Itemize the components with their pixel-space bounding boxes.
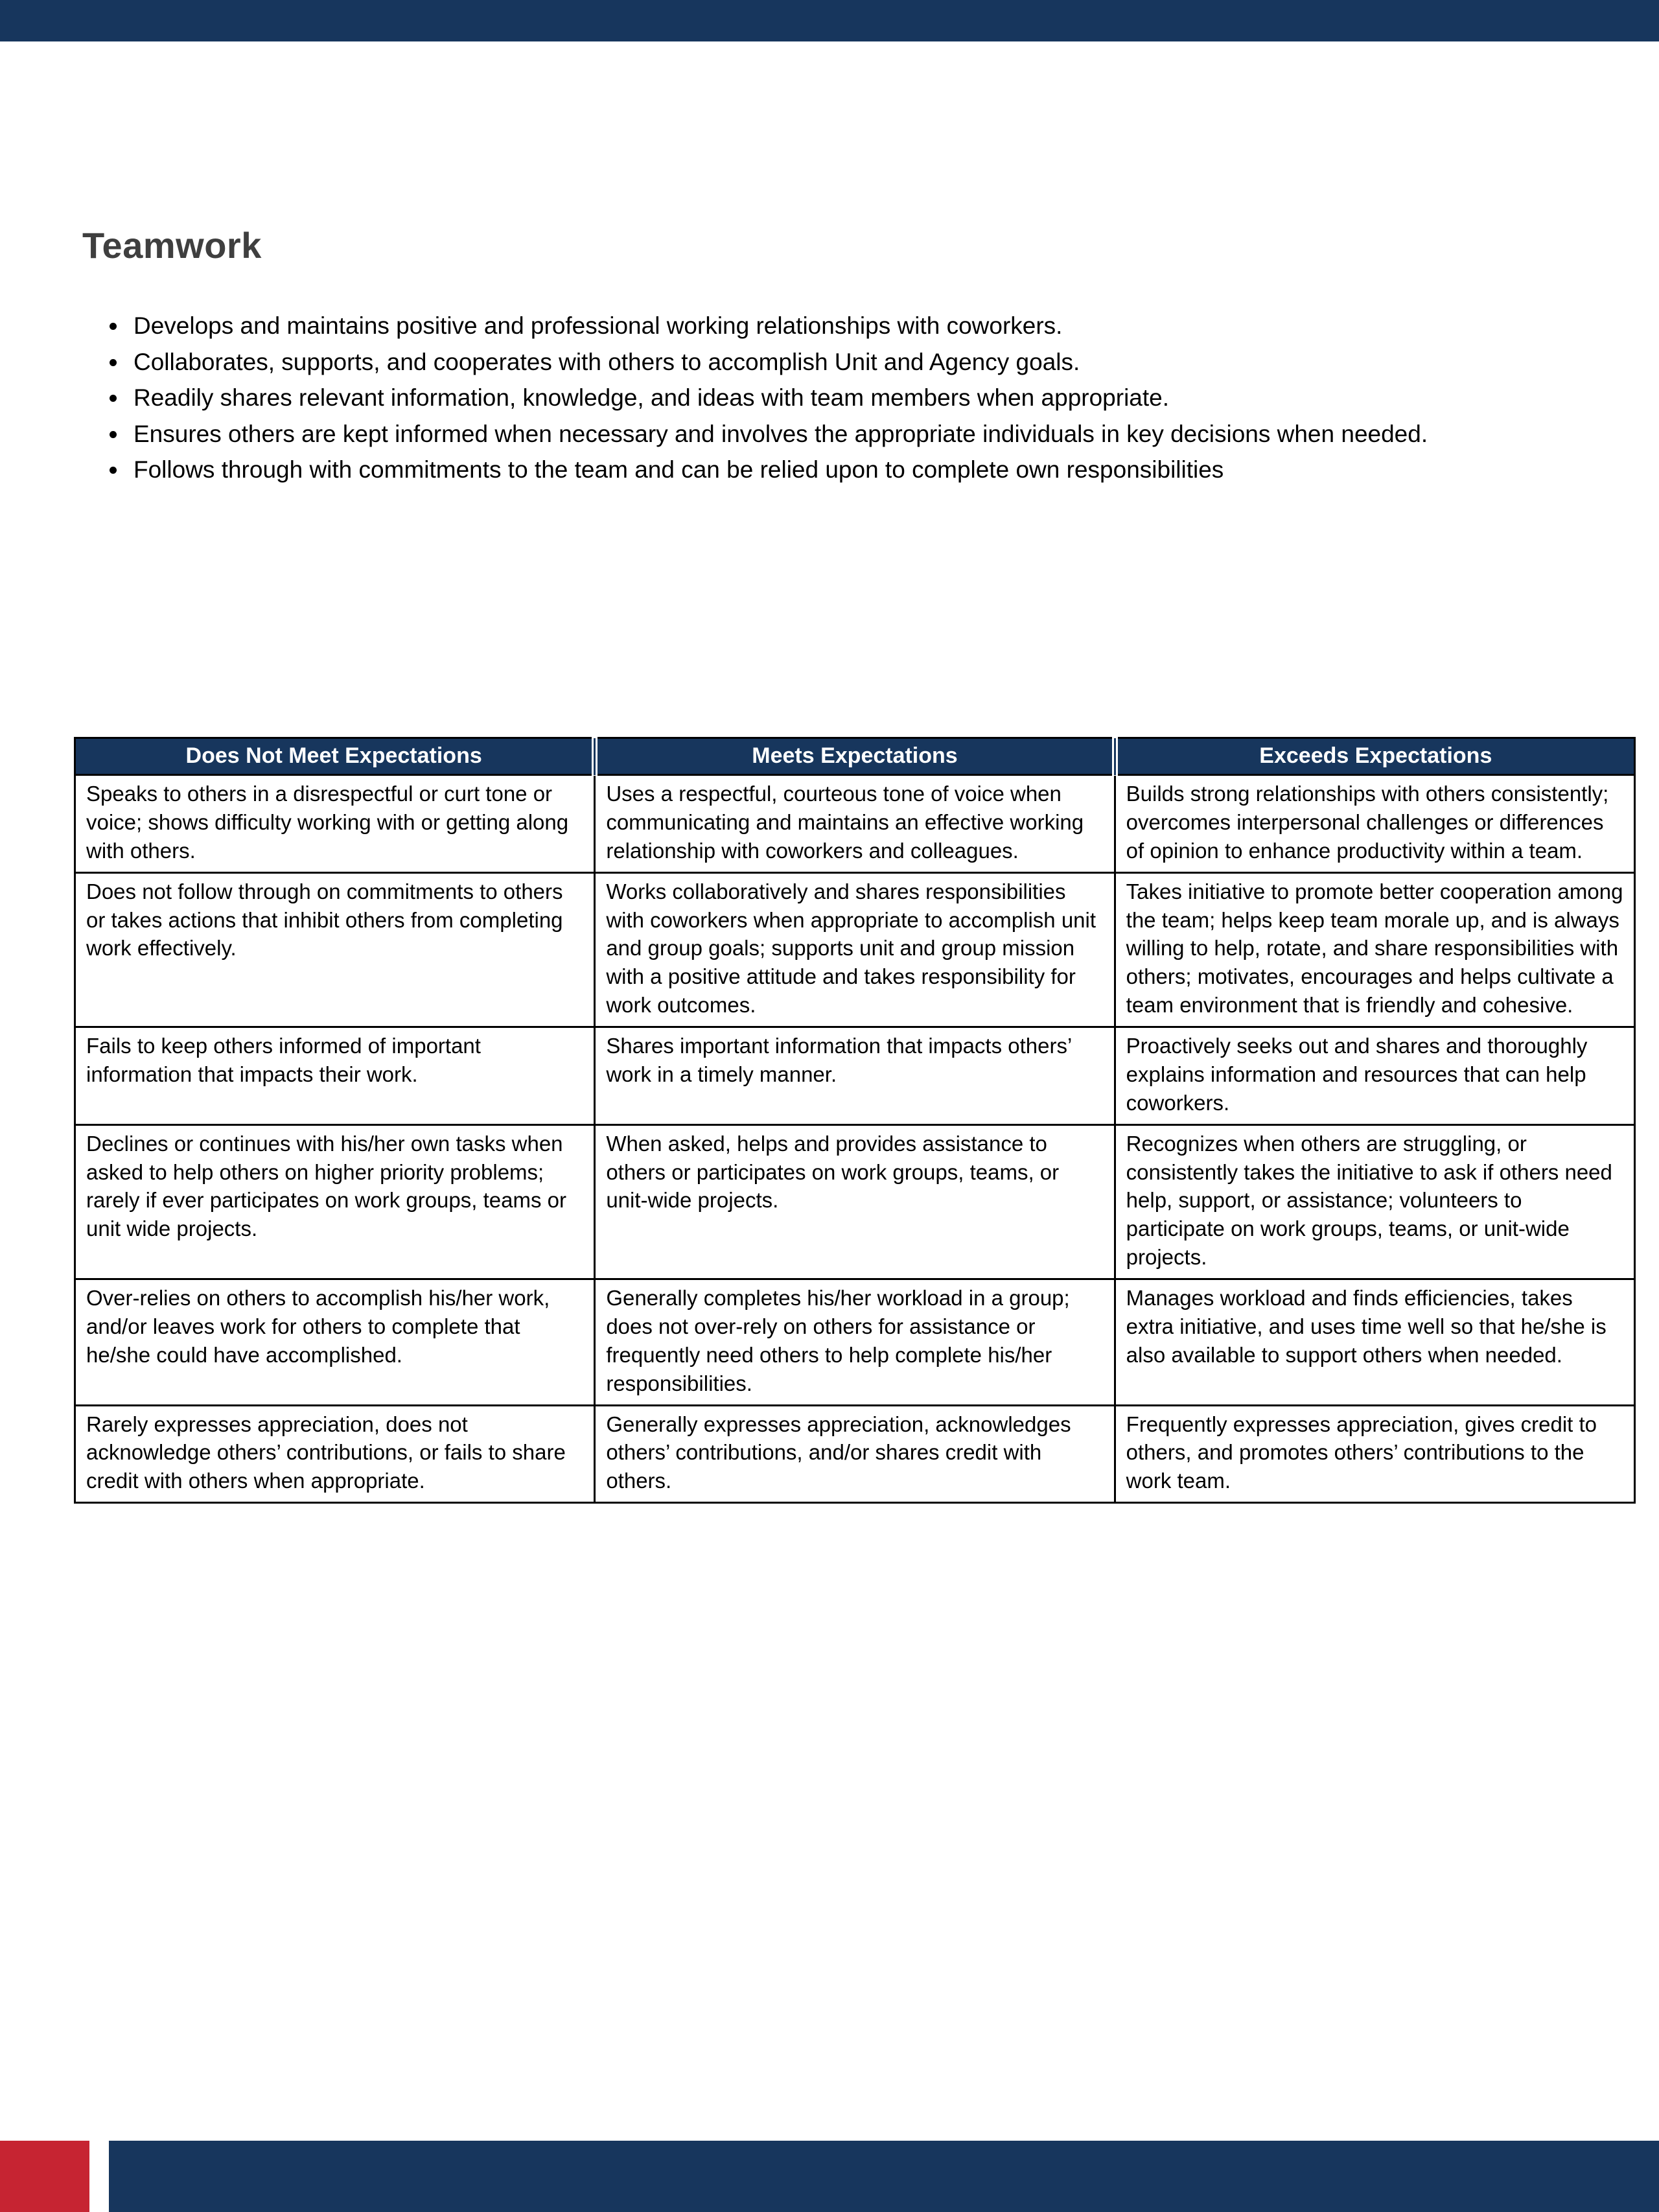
table-cell: Builds strong relationships with others consistently; overcomes interpersonal challenges or differences of opinion to enhance productivity within a team. — [1115, 775, 1634, 873]
bullet-item: • Readily shares relevant information, knowledge, and ideas with team members when appropriate. — [128, 382, 1601, 414]
table-cell: Shares important information that impacts others’ work in a timely manner. — [595, 1027, 1115, 1125]
table-cell: Does not follow through on commitments to others or takes actions that inhibit others from completing work effectively. — [75, 872, 595, 1027]
table-header-row — [75, 738, 1635, 775]
table-cell: Frequently expresses appreciation, gives credit to others, and promotes others’ contributions to the work team. — [1115, 1405, 1634, 1503]
competency-bullet-list — [97, 310, 1601, 490]
bullet-item: • Collaborates, supports, and cooperates with others to accomplish Unit and Agency goals. — [128, 346, 1601, 378]
top-accent-bar — [0, 0, 1659, 41]
table-row — [75, 1027, 1635, 1125]
bullet-item: • Follows through with commitments to the team and can be relied upon to complete own responsibilities — [128, 454, 1601, 486]
table-cell: Generally completes his/her workload in a group; does not over-rely on others for assistance or frequently need others to help complete his/her responsibilities. — [595, 1279, 1115, 1406]
table-cell: Declines or continues with his/her own tasks when asked to help others on higher priority problems; rarely if ever participates on work groups, teams or unit wide projects. — [75, 1124, 595, 1279]
table-row — [75, 775, 1635, 873]
footer-red-block — [0, 2141, 89, 2212]
expectations-table-container — [74, 737, 1636, 1504]
footer-navy-bar — [109, 2141, 1659, 2212]
column-header-meets: Meets Expectations — [595, 738, 1115, 775]
expectations-table — [74, 737, 1636, 1504]
table-row — [75, 872, 1635, 1027]
table-cell: Over-relies on others to accomplish his/her work, and/or leaves work for others to complete that he/she could have accomplished. — [75, 1279, 595, 1406]
table-cell: Speaks to others in a disrespectful or curt tone or voice; shows difficulty working with or getting along with others. — [75, 775, 595, 873]
table-cell: Proactively seeks out and shares and thoroughly explains information and resources that can help coworkers. — [1115, 1027, 1634, 1125]
column-header-does-not-meet: Does Not Meet Expectations — [75, 738, 595, 775]
table-cell: Recognizes when others are struggling, or consistently takes the initiative to ask if others need help, support, or assistance; volunteers to participate on work groups, teams, or unit-wide projects. — [1115, 1124, 1634, 1279]
table-cell: Works collaboratively and shares responsibilities with coworkers when appropriate to accomplish unit and group goals; supports unit and group mission with a positive attitude and takes responsibility for work outcomes. — [595, 872, 1115, 1027]
table-row — [75, 1124, 1635, 1279]
table-cell: Generally expresses appreciation, acknowledges others’ contributions, and/or shares credit with others. — [595, 1405, 1115, 1503]
table-cell: When asked, helps and provides assistance to others or participates on work groups, teams, or unit-wide projects. — [595, 1124, 1115, 1279]
table-cell: Fails to keep others informed of important information that impacts their work. — [75, 1027, 595, 1125]
column-header-exceeds: Exceeds Expectations — [1115, 738, 1634, 775]
table-cell: Manages workload and finds efficiencies, takes extra initiative, and uses time well so that he/she is also available to support others when needed. — [1115, 1279, 1634, 1406]
table-cell: Rarely expresses appreciation, does not acknowledge others’ contributions, or fails to share credit with others when appropriate. — [75, 1405, 595, 1503]
page-title: Teamwork — [82, 224, 262, 266]
table-row — [75, 1279, 1635, 1406]
table-row — [75, 1405, 1635, 1503]
table-cell: Takes initiative to promote better cooperation among the team; helps keep team morale up, and is always willing to help, rotate, and share responsibilities with others; motivates, encourages and helps cultivate a team environment that is friendly and cohesive. — [1115, 872, 1634, 1027]
table-cell: Uses a respectful, courteous tone of voice when communicating and maintains an effective working relationship with coworkers and colleagues. — [595, 775, 1115, 873]
bullet-item: • Develops and maintains positive and professional working relationships with coworkers. — [128, 310, 1601, 342]
bullet-item: • Ensures others are kept informed when necessary and involves the appropriate individuals in key decisions when needed. — [128, 418, 1601, 450]
